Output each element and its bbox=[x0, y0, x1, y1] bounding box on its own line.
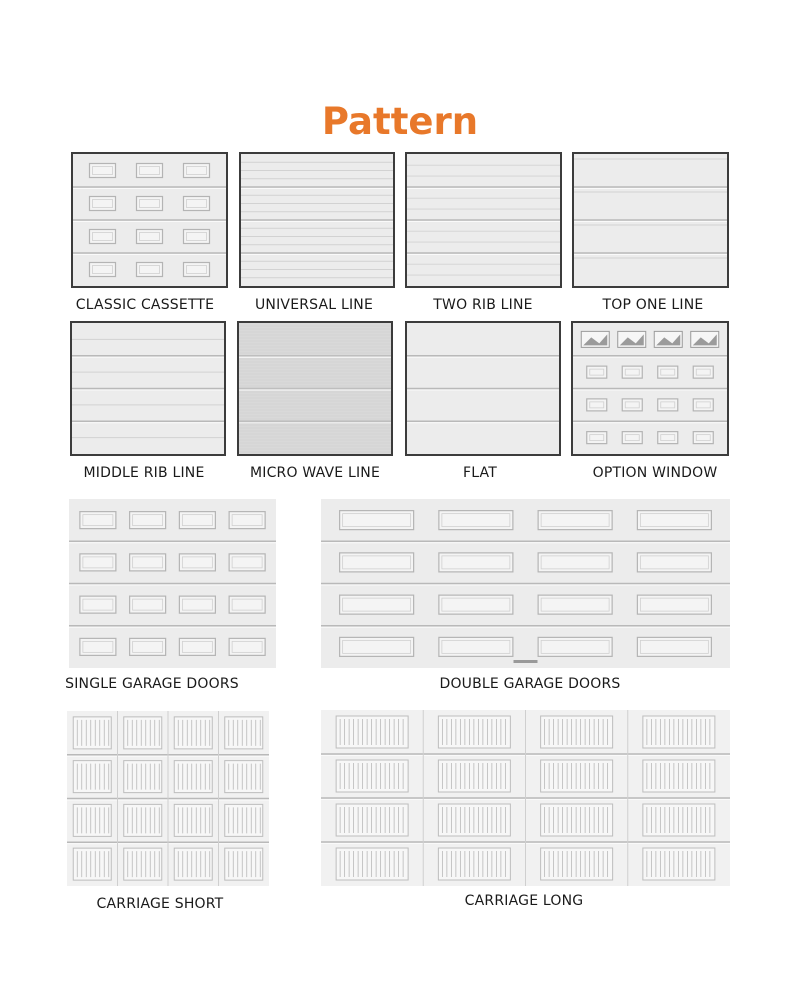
carriage-panel bbox=[643, 716, 715, 748]
middle-rib-line-swatch bbox=[70, 321, 226, 456]
raised-panel bbox=[130, 596, 166, 613]
pattern-label-carriage-short: CARRIAGE SHORT bbox=[96, 896, 224, 912]
pattern-label-middle-rib-line: MIDDLE RIB LINE bbox=[83, 465, 205, 481]
raised-panel bbox=[80, 638, 116, 655]
carriage-panel bbox=[643, 804, 715, 836]
raised-panel bbox=[137, 230, 163, 244]
pattern-label-carriage-long: CARRIAGE LONG bbox=[464, 893, 584, 909]
raised-panel bbox=[90, 230, 116, 244]
option-window-swatch bbox=[571, 321, 729, 456]
top-one-line-swatch bbox=[572, 152, 729, 288]
pattern-label-single-garage-doors: SINGLE GARAGE DOORS bbox=[65, 676, 239, 692]
raised-panel bbox=[179, 512, 215, 529]
raised-panel bbox=[184, 230, 210, 244]
raised-panel bbox=[179, 638, 215, 655]
carriage-long-swatch bbox=[321, 710, 730, 886]
raised-panel bbox=[184, 263, 210, 277]
pattern-label-double-garage-doors: DOUBLE GARAGE DOORS bbox=[439, 676, 621, 692]
carriage-panel bbox=[73, 717, 111, 749]
carriage-panel bbox=[336, 804, 408, 836]
carriage-panel bbox=[541, 848, 613, 880]
pattern-label-two-rib-line: TWO RIB LINE bbox=[433, 297, 533, 313]
raised-panel bbox=[90, 164, 116, 178]
pattern-label-universal-line: UNIVERSAL LINE bbox=[254, 297, 374, 313]
raised-panel bbox=[130, 554, 166, 571]
carriage-panel bbox=[225, 717, 263, 749]
carriage-panel bbox=[336, 760, 408, 792]
carriage-panel bbox=[438, 848, 510, 880]
raised-panel bbox=[130, 512, 166, 529]
raised-panel bbox=[130, 638, 166, 655]
raised-panel bbox=[137, 197, 163, 211]
carriage-panel bbox=[174, 848, 212, 880]
carriage-panel bbox=[541, 716, 613, 748]
pattern-label-option-window: OPTION WINDOW bbox=[592, 465, 718, 481]
carriage-panel bbox=[438, 716, 510, 748]
raised-panel bbox=[80, 596, 116, 613]
carriage-panel bbox=[174, 761, 212, 793]
raised-panel bbox=[179, 596, 215, 613]
raised-panel bbox=[229, 638, 265, 655]
carriage-panel bbox=[174, 717, 212, 749]
pattern-label-top-one-line: TOP ONE LINE bbox=[602, 297, 704, 313]
carriage-panel bbox=[124, 804, 162, 836]
single-garage-door-swatch bbox=[69, 499, 276, 668]
carriage-panel bbox=[225, 761, 263, 793]
raised-panel bbox=[229, 554, 265, 571]
carriage-panel bbox=[73, 804, 111, 836]
carriage-panel bbox=[124, 717, 162, 749]
raised-panel bbox=[179, 554, 215, 571]
carriage-panel bbox=[225, 804, 263, 836]
carriage-panel bbox=[438, 760, 510, 792]
double-garage-door-swatch bbox=[321, 499, 730, 668]
page-title: Pattern bbox=[321, 100, 479, 143]
carriage-panel bbox=[541, 804, 613, 836]
pattern-label-micro-wave-line: MICRO WAVE LINE bbox=[249, 465, 381, 481]
door-handle bbox=[514, 660, 538, 663]
raised-panel bbox=[184, 197, 210, 211]
raised-panel bbox=[137, 164, 163, 178]
carriage-panel bbox=[643, 848, 715, 880]
raised-panel bbox=[80, 554, 116, 571]
raised-panel bbox=[229, 596, 265, 613]
classic-cassette-swatch bbox=[71, 152, 228, 288]
carriage-panel bbox=[73, 761, 111, 793]
carriage-panel bbox=[73, 848, 111, 880]
micro-wave-line-swatch bbox=[237, 321, 393, 456]
raised-panel bbox=[184, 164, 210, 178]
carriage-panel bbox=[124, 848, 162, 880]
carriage-panel bbox=[643, 760, 715, 792]
raised-panel bbox=[229, 512, 265, 529]
raised-panel bbox=[80, 512, 116, 529]
raised-panel bbox=[137, 263, 163, 277]
carriage-panel bbox=[336, 848, 408, 880]
carriage-panel bbox=[124, 761, 162, 793]
two-rib-line-swatch bbox=[405, 152, 562, 288]
carriage-short-swatch bbox=[67, 711, 269, 886]
flat-swatch bbox=[405, 321, 561, 456]
universal-line-swatch bbox=[239, 152, 395, 288]
carriage-panel bbox=[225, 848, 263, 880]
raised-panel bbox=[90, 197, 116, 211]
pattern-label-flat: FLAT bbox=[462, 465, 498, 481]
carriage-panel bbox=[174, 804, 212, 836]
pattern-label-classic-cassette: CLASSIC CASSETTE bbox=[75, 297, 215, 313]
carriage-panel bbox=[438, 804, 510, 836]
carriage-panel bbox=[336, 716, 408, 748]
raised-panel bbox=[90, 263, 116, 277]
carriage-panel bbox=[541, 760, 613, 792]
